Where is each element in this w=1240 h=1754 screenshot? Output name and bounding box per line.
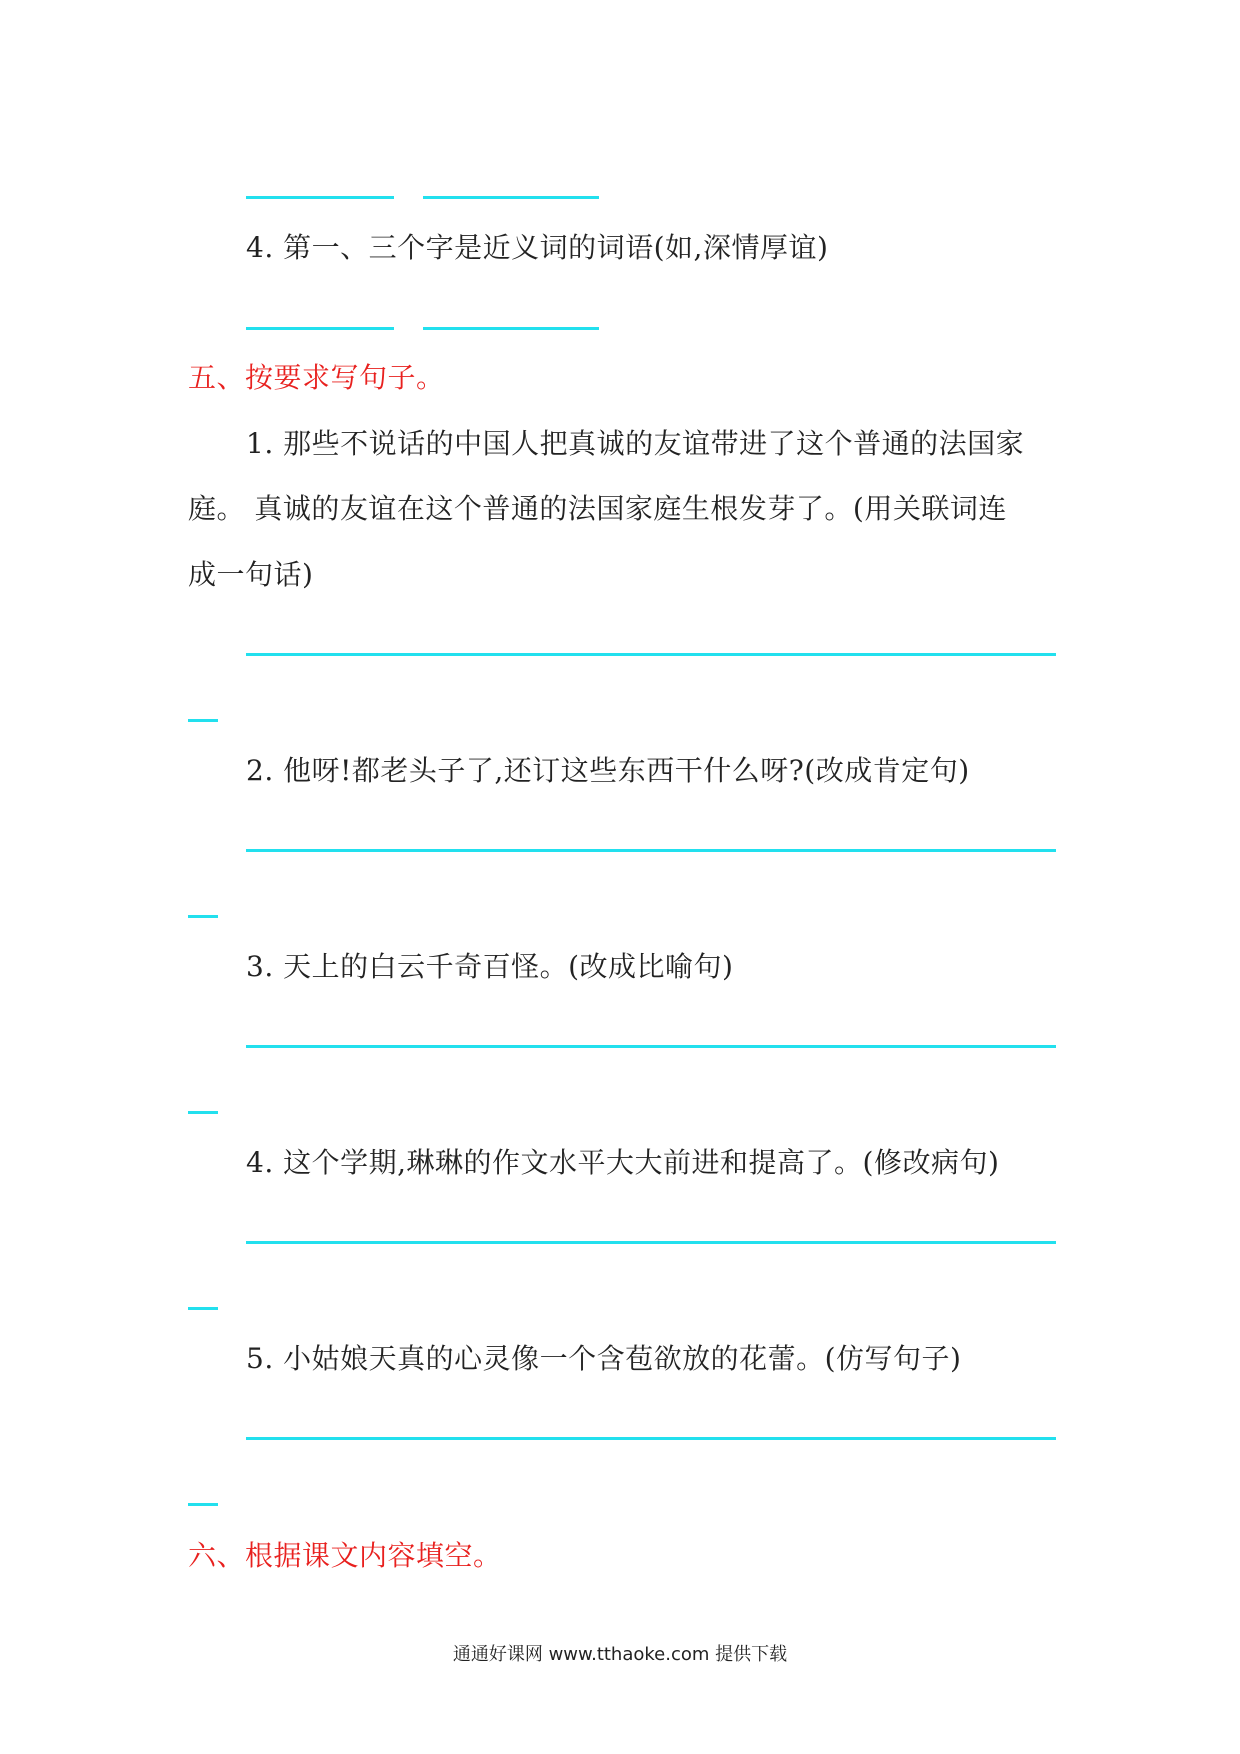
answer-line xyxy=(423,327,599,330)
page-footer: 通通好课网 www.tthaoke.com 提供下载 xyxy=(452,1644,788,1665)
answer-line xyxy=(246,849,1056,852)
question-5-2: 2. 他呀!都老头子了,还订这些东西干什么呀?(改成肯定句) xyxy=(246,754,970,787)
question-5-1-line3: 成一句话) xyxy=(188,558,314,591)
answer-line xyxy=(246,1437,1056,1440)
answer-line-tail xyxy=(188,719,218,722)
answer-line xyxy=(423,196,599,199)
question-5-3: 3. 天上的白云千奇百怪。(改成比喻句) xyxy=(246,950,734,983)
answer-line-tail xyxy=(188,1503,218,1506)
question-5-1-line2: 庭。 真诚的友谊在这个普通的法国家庭生根发芽了。(用关联词连 xyxy=(188,492,1007,525)
answer-line xyxy=(246,1241,1056,1244)
answer-line-tail xyxy=(188,915,218,918)
question-5-1-line1: 1. 那些不说话的中国人把真诚的友谊带进了这个普通的法国家 xyxy=(246,427,1025,460)
answer-line xyxy=(246,1045,1056,1048)
section-heading-5: 五、按要求写句子。 xyxy=(188,361,445,394)
answer-line xyxy=(246,327,394,330)
section-heading-6: 六、根据课文内容填空。 xyxy=(188,1539,502,1572)
question-5-4: 4. 这个学期,琳琳的作文水平大大前进和提高了。(修改病句) xyxy=(246,1146,1000,1179)
question-5-5: 5. 小姑娘天真的心灵像一个含苞欲放的花蕾。(仿写句子) xyxy=(246,1342,962,1375)
question-4-4: 4. 第一、三个字是近义词的词语(如,深情厚谊) xyxy=(246,231,829,264)
answer-line xyxy=(246,653,1056,656)
answer-line xyxy=(246,196,394,199)
answer-line-tail xyxy=(188,1307,218,1310)
answer-line-tail xyxy=(188,1111,218,1114)
